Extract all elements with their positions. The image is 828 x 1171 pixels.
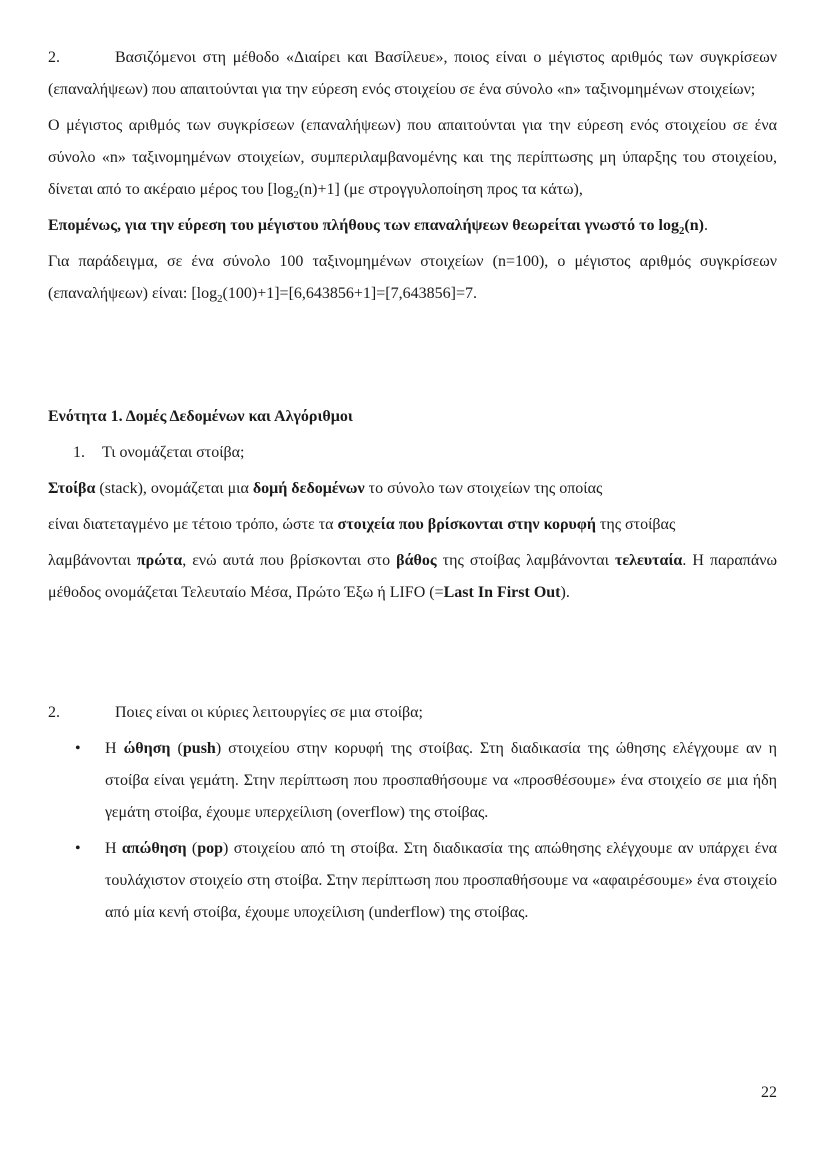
question-stack-definition xyxy=(48,437,777,469)
question-stack-operations xyxy=(48,697,777,729)
stack-definition-line-3: λαμβάνονται πρώτα, ενώ αυτά που βρίσκονται στο βάθος της στοίβας λαμβάνονται τελευταία. Η παραπάνω μέθοδος ονομάζεται Τελευταίο Μέσα, Πρώτο Έξω ή LIFO (=Last In First Out). xyxy=(48,552,778,601)
stack-definition-line-1: Στοίβα (stack), ονομάζεται μια δομή δεδομένων το σύνολο των στοιχείων της οποίας xyxy=(48,480,603,497)
question-text: Βασιζόμενοι στη μέθοδο «Διαίρει και Βασίλευε», ποιος είναι ο μέγιστος αριθμός των συγκρίσεων (επαναλήψεων) που απαιτούνται για την εύρεση ενός στοιχείου σε ένα σύνολο «n» ταξινομημένων στοιχείων; xyxy=(48,49,777,98)
answer-conclusion: Επομένως, για την εύρεση του μέγιστου πλήθους των επαναλήψεων θεωρείται γνωστό το $\log_2(n)$. xyxy=(48,217,708,238)
stack-definition-line-2: είναι διατεταγμένο με τέτοιο τρόπο, ώστε τα στοιχεία που βρίσκονται στην κορυφή της στοίβας xyxy=(48,516,676,533)
answer-example: Για παράδειγμα, σε ένα σύνολο 100 ταξινομημένων στοιχείων (n=100), ο μέγιστος αριθμός συγκρίσεων (επαναλήψεων) είναι: $[\log_2(100)+1]=[6,643856+1]=[7,643856]=7$. xyxy=(48,253,777,306)
bullet-icon: • xyxy=(75,840,81,857)
answer-max-comparisons: Ο μέγιστος αριθμός των συγκρίσεων (επαναλήψεων) που απαιτούνται για την εύρεση ενός στοιχείου σε ένα σύνολο «n» ταξινομημένων στοιχείων, συμπεριλαμβανομένης και της περίπτωσης μη ύπαρξης του στοιχείου, δίνεται από το ακέραιο μέρος του $[\log_2(n)+1]$ (με στρογγυλοποίηση προς τα κάτω), xyxy=(48,117,777,202)
section-heading: Ενότητα 1. Δομές Δεδομένων και Αλγόριθμοι xyxy=(48,408,353,425)
bullet-pop xyxy=(48,833,777,929)
question-number: 2. xyxy=(48,704,60,721)
bullet-push xyxy=(48,733,777,829)
list-number: 1. xyxy=(73,444,85,461)
page-number: 22 xyxy=(761,1084,777,1101)
bullet-text: Η απώθηση (pop) στοιχείου από τη στοίβα. Στη διαδικασία της απώθησης ελέγχουμε αν υπάρχει ένα τουλάχιστον στοιχείο στη στοίβα. Στην περίπτωση που προσπαθήσουμε να «αφαιρέσουμε» ένα στοιχείο από μία κενή στοίβα, έχουμε υποχείλιση (underflow) της στοίβας. xyxy=(105,840,777,921)
question-text: Τι ονομάζεται στοίβα; xyxy=(102,444,245,461)
question-number: 2. xyxy=(48,49,60,66)
page-content xyxy=(48,42,777,933)
bullet-icon: • xyxy=(75,740,81,757)
bullet-text: Η ώθηση (push) στοιχείου στην κορυφή της στοίβας. Στη διαδικασία της ώθησης ελέγχουμε αν η στοίβα είναι γεμάτη. Στην περίπτωση που προσπαθήσουμε να «προσθέσουμε» ένα στοιχείο σε μια ήδη γεμάτη στοίβα, έχουμε υπερχείλιση (overflow) της στοίβας. xyxy=(105,740,777,821)
question-divide-and-conquer xyxy=(48,42,777,106)
question-text: Ποιες είναι οι κύριες λειτουργίες σε μια στοίβα; xyxy=(115,704,423,721)
